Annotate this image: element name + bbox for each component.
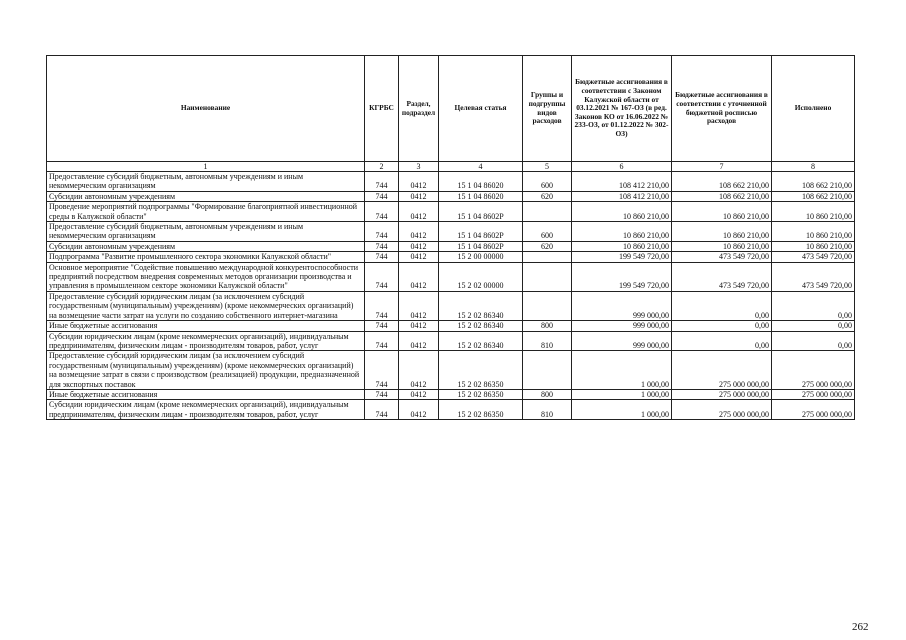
row-executed-amount: 473 549 720,00 <box>772 262 855 291</box>
table-row <box>47 400 855 420</box>
row-section: 0412 <box>399 389 439 399</box>
row-section: 0412 <box>399 331 439 351</box>
row-law-amount: 999 000,00 <box>572 291 672 320</box>
row-law-amount: 999 000,00 <box>572 331 672 351</box>
row-law-amount: 199 549 720,00 <box>572 262 672 291</box>
row-name: Субсидии юридическим лицам (кроме некоммерческих организаций), индивидуальным предпринимателям, физическим лицам - производителям товаров, работ, услуг <box>47 400 365 420</box>
row-group: 600 <box>523 172 572 192</box>
row-name: Предоставление субсидий бюджетным, автономным учреждениям и иным некоммерческим организациям <box>47 222 365 242</box>
table-row <box>47 291 855 320</box>
table-row <box>47 241 855 251</box>
row-name: Субсидии юридическим лицам (кроме некоммерческих организаций), индивидуальным предпринимателям, физическим лицам - производителям товаров, работ, услуг <box>47 331 365 351</box>
row-executed-amount: 275 000 000,00 <box>772 400 855 420</box>
row-executed-amount: 10 860 210,00 <box>772 222 855 242</box>
row-executed-amount: 108 662 210,00 <box>772 191 855 201</box>
row-name: Иные бюджетные ассигнования <box>47 321 365 331</box>
row-refined-amount: 473 549 720,00 <box>672 252 772 262</box>
header-refined: Бюджетные ассигнования в соответствии с уточненной бюджетной росписью расходов <box>672 56 772 162</box>
row-group: 600 <box>523 222 572 242</box>
row-target: 15 2 02 00000 <box>439 262 523 291</box>
column-number: 2 <box>365 162 399 172</box>
row-target: 15 2 02 86350 <box>439 351 523 390</box>
row-group: 800 <box>523 389 572 399</box>
row-section: 0412 <box>399 262 439 291</box>
table-row <box>47 191 855 201</box>
row-krbs: 744 <box>365 400 399 420</box>
row-name: Основное мероприятие "Содействие повышению международной конкурентоспособности предприятий посредством внедрения современных методов организации производства и управления в промышленном секторе экономики Калужской области" <box>47 262 365 291</box>
row-refined-amount: 0,00 <box>672 321 772 331</box>
row-name: Предоставление субсидий бюджетным, автономным учреждениям и иным некоммерческим организациям <box>47 172 365 192</box>
row-law-amount: 1 000,00 <box>572 351 672 390</box>
row-law-amount: 108 412 210,00 <box>572 172 672 192</box>
row-law-amount: 108 412 210,00 <box>572 191 672 201</box>
row-refined-amount: 0,00 <box>672 291 772 320</box>
row-refined-amount: 108 662 210,00 <box>672 172 772 192</box>
header-name: Наименование <box>47 56 365 162</box>
row-group <box>523 252 572 262</box>
row-krbs: 744 <box>365 191 399 201</box>
row-krbs: 744 <box>365 222 399 242</box>
table-row <box>47 351 855 390</box>
row-law-amount: 10 860 210,00 <box>572 222 672 242</box>
row-law-amount: 10 860 210,00 <box>572 202 672 222</box>
row-refined-amount: 10 860 210,00 <box>672 222 772 242</box>
row-name: Субсидии автономным учреждениям <box>47 191 365 201</box>
header-row <box>47 56 855 162</box>
row-target: 15 2 02 86340 <box>439 321 523 331</box>
table-row <box>47 222 855 242</box>
row-target: 15 1 04 8602Р <box>439 241 523 251</box>
row-law-amount: 999 000,00 <box>572 321 672 331</box>
row-krbs: 744 <box>365 172 399 192</box>
row-executed-amount: 0,00 <box>772 291 855 320</box>
row-target: 15 1 04 8602Р <box>439 222 523 242</box>
row-krbs: 744 <box>365 262 399 291</box>
table-row <box>47 202 855 222</box>
row-target: 15 2 02 86340 <box>439 291 523 320</box>
row-law-amount: 10 860 210,00 <box>572 241 672 251</box>
row-target: 15 1 04 8602Р <box>439 202 523 222</box>
header-target: Целевая статья <box>439 56 523 162</box>
row-refined-amount: 108 662 210,00 <box>672 191 772 201</box>
row-krbs: 744 <box>365 389 399 399</box>
table-row <box>47 262 855 291</box>
row-section: 0412 <box>399 321 439 331</box>
row-executed-amount: 10 860 210,00 <box>772 202 855 222</box>
column-numbers-row <box>47 162 855 172</box>
row-krbs: 744 <box>365 321 399 331</box>
table-row <box>47 389 855 399</box>
table-row <box>47 172 855 192</box>
row-group <box>523 351 572 390</box>
column-number: 6 <box>572 162 672 172</box>
row-name: Предоставление субсидий юридическим лицам (за исключением субсидий государственным (муниципальным) учреждениям) (кроме некоммерческих организаций) на возмещение части затрат на услуги по созданию собственного интернет-магазина <box>47 291 365 320</box>
header-krbs: КГРБС <box>365 56 399 162</box>
budget-table <box>46 55 855 420</box>
row-executed-amount: 275 000 000,00 <box>772 389 855 399</box>
row-executed-amount: 0,00 <box>772 321 855 331</box>
row-refined-amount: 10 860 210,00 <box>672 202 772 222</box>
row-section: 0412 <box>399 202 439 222</box>
row-refined-amount: 10 860 210,00 <box>672 241 772 251</box>
row-name: Подпрограмма "Развитие промышленного сектора экономики Калужской области" <box>47 252 365 262</box>
table-body <box>47 172 855 420</box>
row-name: Субсидии автономным учреждениям <box>47 241 365 251</box>
row-section: 0412 <box>399 222 439 242</box>
row-target: 15 2 02 86340 <box>439 331 523 351</box>
row-section: 0412 <box>399 191 439 201</box>
row-name: Иные бюджетные ассигнования <box>47 389 365 399</box>
row-krbs: 744 <box>365 202 399 222</box>
table-row <box>47 252 855 262</box>
header-group: Группы и подгруппы видов расходов <box>523 56 572 162</box>
row-group <box>523 291 572 320</box>
row-law-amount: 1 000,00 <box>572 400 672 420</box>
row-krbs: 744 <box>365 331 399 351</box>
row-refined-amount: 0,00 <box>672 331 772 351</box>
row-target: 15 1 04 86020 <box>439 172 523 192</box>
row-krbs: 744 <box>365 252 399 262</box>
row-target: 15 2 00 00000 <box>439 252 523 262</box>
row-group: 810 <box>523 400 572 420</box>
row-section: 0412 <box>399 400 439 420</box>
row-group <box>523 202 572 222</box>
row-law-amount: 199 549 720,00 <box>572 252 672 262</box>
row-krbs: 744 <box>365 351 399 390</box>
row-section: 0412 <box>399 351 439 390</box>
row-refined-amount: 473 549 720,00 <box>672 262 772 291</box>
row-group: 800 <box>523 321 572 331</box>
page-number: 262 <box>852 621 869 633</box>
row-executed-amount: 108 662 210,00 <box>772 172 855 192</box>
row-group: 620 <box>523 191 572 201</box>
row-target: 15 1 04 86020 <box>439 191 523 201</box>
row-target: 15 2 02 86350 <box>439 389 523 399</box>
table-row <box>47 331 855 351</box>
row-section: 0412 <box>399 172 439 192</box>
row-krbs: 744 <box>365 241 399 251</box>
header-law: Бюджетные ассигнования в соответствии с Законом Калужской области от 03.12.2021 № 167-ОЗ (в ред. Законов КО от 16.06.2022 № 233-ОЗ, от 01.12.2022 № 302-ОЗ) <box>572 56 672 162</box>
row-krbs: 744 <box>365 291 399 320</box>
column-number: 8 <box>772 162 855 172</box>
row-name: Проведение мероприятий подпрограммы "Формирование благоприятной инвестиционной среды в Калужской области" <box>47 202 365 222</box>
row-section: 0412 <box>399 291 439 320</box>
header-executed: Исполнено <box>772 56 855 162</box>
row-executed-amount: 473 549 720,00 <box>772 252 855 262</box>
row-group: 620 <box>523 241 572 251</box>
row-section: 0412 <box>399 252 439 262</box>
row-section: 0412 <box>399 241 439 251</box>
column-number: 1 <box>47 162 365 172</box>
row-group <box>523 262 572 291</box>
column-number: 3 <box>399 162 439 172</box>
column-number: 5 <box>523 162 572 172</box>
row-executed-amount: 275 000 000,00 <box>772 351 855 390</box>
row-target: 15 2 02 86350 <box>439 400 523 420</box>
header-section: Раздел, подраздел <box>399 56 439 162</box>
row-name: Предоставление субсидий юридическим лицам (за исключением субсидий государственным (муниципальным) учреждениям) (кроме некоммерческих организаций) на возмещение затрат в связи с производством (реализацией) продукции, предназначенной для экспортных поставок <box>47 351 365 390</box>
row-refined-amount: 275 000 000,00 <box>672 389 772 399</box>
row-law-amount: 1 000,00 <box>572 389 672 399</box>
table-row <box>47 321 855 331</box>
column-number: 4 <box>439 162 523 172</box>
column-number: 7 <box>672 162 772 172</box>
row-executed-amount: 10 860 210,00 <box>772 241 855 251</box>
row-refined-amount: 275 000 000,00 <box>672 351 772 390</box>
row-group: 810 <box>523 331 572 351</box>
row-executed-amount: 0,00 <box>772 331 855 351</box>
row-refined-amount: 275 000 000,00 <box>672 400 772 420</box>
